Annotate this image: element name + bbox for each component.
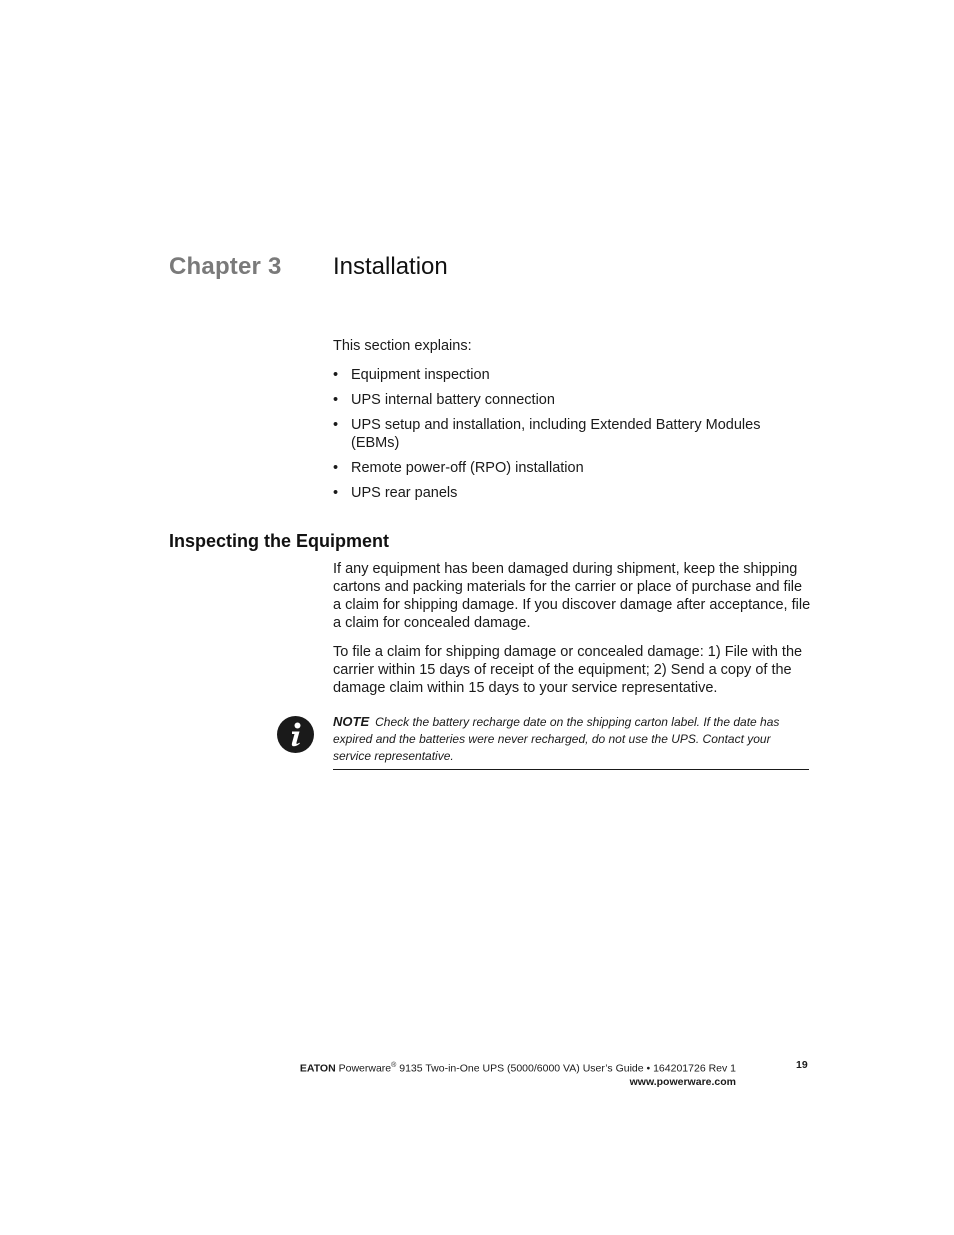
list-item-text: UPS internal battery connection <box>351 392 555 408</box>
note-block <box>333 713 809 770</box>
note-text: Check the battery recharge date on the shipping carton label. If the date has expired and the batteries were never recharged, do not use the UPS. Contact your service representative. <box>333 715 780 763</box>
bullet-symbol: • <box>333 392 339 408</box>
info-icon <box>277 716 314 753</box>
footer-description: 9135 Two-in-One UPS (5000/6000 VA) User’s Guide • 164201726 Rev 1 <box>396 1062 736 1075</box>
list-item <box>333 366 803 384</box>
list-item-text: Equipment inspection <box>351 367 490 383</box>
list-item <box>333 484 803 502</box>
page-footer <box>200 1059 736 1089</box>
paragraph: To file a claim for shipping damage or concealed damage: 1) File with the carrier within 15 days of receipt of the equipment; 2) Send a copy of the damage claim within 15 days to your service representative. <box>333 644 803 696</box>
list-item-text: UPS rear panels <box>351 485 458 501</box>
list-item <box>333 391 803 409</box>
bullet-symbol: • <box>333 485 339 501</box>
paragraph: If any equipment has been damaged during shipment, keep the shipping cartons and packing materials for the carrier or place of purchase and file a claim for shipping damage. If you discover damage after acceptance, file a claim for concealed damage. <box>333 561 811 631</box>
list-item-text: UPS setup and installation, including Extended Battery Modules (EBMs) <box>351 417 761 451</box>
note-label: NOTE <box>333 714 370 729</box>
intro-text: This section explains: <box>333 338 472 354</box>
bullet-symbol: • <box>333 367 339 383</box>
registered-mark: ® <box>391 1062 397 1069</box>
footer-line <box>200 1059 736 1076</box>
chapter-label: Chapter 3 <box>169 253 282 280</box>
bullet-symbol: • <box>333 417 339 433</box>
topic-list <box>333 366 803 509</box>
page-number: 19 <box>796 1059 808 1071</box>
list-item <box>333 416 803 452</box>
chapter-title: Installation <box>333 253 448 280</box>
list-item-text: Remote power-off (RPO) installation <box>351 460 584 476</box>
list-item <box>333 459 803 477</box>
footer-url[interactable]: www.powerware.com <box>629 1075 736 1088</box>
section-heading: Inspecting the Equipment <box>169 531 390 551</box>
footer-product: Powerware <box>338 1062 392 1075</box>
bullet-symbol: • <box>333 460 339 476</box>
footer-brand: EATON <box>299 1062 336 1075</box>
